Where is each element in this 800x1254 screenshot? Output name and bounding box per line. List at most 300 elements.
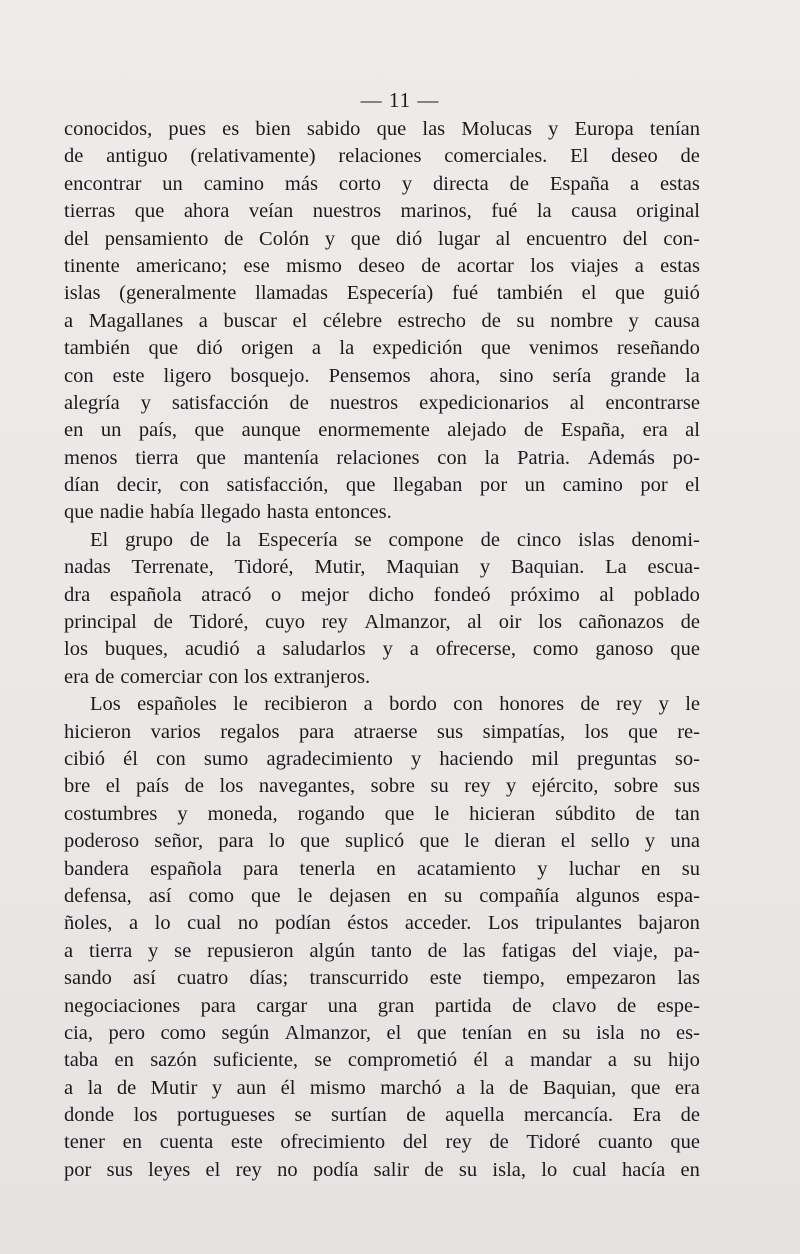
word: como — [188, 884, 234, 907]
text-line — [64, 1102, 700, 1129]
word: de — [616, 994, 637, 1017]
word: señor, — [154, 830, 204, 853]
word: recibieron — [264, 693, 348, 716]
word: bien — [255, 118, 291, 140]
word: se — [174, 939, 192, 962]
word: de — [680, 611, 700, 634]
word: Tidoré, — [234, 556, 294, 579]
word: se — [314, 1049, 332, 1072]
word: no — [237, 912, 259, 935]
word: costumbres — [64, 802, 158, 825]
word: su — [430, 775, 449, 798]
word: encontrarse — [605, 391, 700, 414]
word: ñoles, — [64, 912, 113, 935]
word: reseñando — [616, 337, 700, 360]
word: grande — [610, 364, 667, 387]
word: tenían — [461, 1021, 513, 1044]
word: a — [64, 939, 74, 962]
word: del — [64, 227, 90, 250]
text-line — [64, 1157, 700, 1184]
word: de — [489, 1131, 509, 1154]
word: a — [607, 1049, 618, 1072]
word: así — [148, 884, 172, 907]
word: alejado — [447, 419, 507, 442]
word: Almanzor, — [284, 1021, 372, 1044]
word: poderoso — [64, 830, 140, 853]
text-line — [64, 883, 700, 910]
word: sus — [436, 720, 464, 743]
word: Almanzor, — [364, 611, 451, 634]
word: un — [162, 172, 183, 195]
word: La — [605, 556, 627, 579]
word: que — [64, 501, 94, 524]
word: que — [670, 638, 700, 661]
word: aquella — [445, 1104, 505, 1127]
word: de — [680, 1104, 700, 1127]
body-text — [64, 116, 700, 1184]
word: con — [156, 747, 186, 770]
word: causa — [571, 200, 617, 223]
word: españoles — [137, 693, 217, 716]
word: ofrecimiento — [280, 1131, 386, 1154]
word: de — [289, 391, 309, 414]
text-line — [64, 390, 700, 417]
text-line — [64, 417, 700, 444]
word: americano; — [136, 254, 228, 277]
word: corto — [338, 172, 381, 195]
word: expedicionarios — [419, 391, 549, 414]
word: dió — [396, 227, 423, 250]
word: que — [670, 1131, 700, 1154]
text-line — [64, 226, 700, 253]
text-line — [64, 636, 700, 663]
word: escua- — [647, 556, 700, 579]
word: cuanto — [598, 1131, 653, 1154]
word: que — [419, 830, 450, 853]
word: cuatro — [177, 967, 229, 990]
word: ahora — [183, 200, 230, 223]
word: saludarlos — [282, 638, 366, 661]
word: transcurrido — [309, 967, 409, 990]
text-line — [64, 171, 700, 198]
word: le — [297, 884, 313, 907]
word: moneda, — [207, 802, 278, 825]
word: repusieron — [207, 939, 294, 962]
word: país — [136, 775, 170, 798]
word: la — [339, 337, 355, 360]
word: espe- — [656, 994, 700, 1017]
word: era — [674, 1076, 700, 1099]
word: mercancía. — [523, 1104, 614, 1127]
word: bajaron — [638, 912, 700, 935]
word: veían — [248, 200, 294, 223]
word: mil — [531, 747, 559, 770]
word: el — [386, 1021, 402, 1044]
word: es — [222, 118, 240, 140]
word: dió — [196, 337, 223, 360]
word: pero — [108, 1021, 145, 1044]
word: él — [123, 747, 138, 770]
word: este — [112, 364, 145, 387]
word: tinente — [64, 254, 120, 277]
word: isla — [596, 1021, 625, 1044]
word: se — [294, 1104, 312, 1127]
word: comerciales. — [444, 145, 548, 168]
word: ligero — [163, 364, 212, 387]
word: había — [150, 501, 195, 524]
word: nuestros — [312, 200, 382, 223]
word: días; — [249, 967, 289, 990]
word: varios — [150, 720, 201, 743]
word: con — [437, 446, 467, 469]
word: que — [350, 227, 381, 250]
word: la — [87, 1076, 103, 1099]
word: de — [424, 1158, 444, 1181]
word: oir — [498, 611, 522, 634]
word: leyes — [148, 1158, 191, 1181]
word: España, — [560, 419, 626, 442]
word: no — [277, 1158, 298, 1181]
word: pensamiento — [104, 227, 209, 250]
word: a — [504, 1049, 514, 1072]
word: cual — [572, 1158, 607, 1181]
word: llamadas — [255, 282, 328, 305]
word: los — [219, 775, 244, 798]
text-line — [64, 828, 700, 855]
word: isla, — [492, 1158, 526, 1181]
word: venimos — [528, 337, 599, 360]
word: de — [406, 1104, 426, 1127]
word: de — [509, 1076, 529, 1099]
word: gran — [377, 994, 415, 1017]
word: los — [133, 1104, 158, 1127]
word: donde — [64, 1104, 115, 1127]
word: también — [64, 337, 131, 360]
word: salir — [373, 1158, 409, 1181]
word: española — [109, 583, 182, 606]
word: surtían — [331, 1104, 387, 1127]
word: su — [681, 857, 700, 880]
word: atraerse — [353, 720, 418, 743]
word: Terrenate, — [131, 556, 214, 579]
word: cañonazos — [578, 611, 664, 634]
word: y — [644, 830, 656, 853]
word: de — [116, 1076, 137, 1099]
word: Maquian — [386, 556, 460, 579]
word: Los — [488, 912, 519, 935]
word: España — [549, 172, 610, 195]
word: de — [580, 693, 600, 716]
word: sobre — [370, 775, 416, 798]
word: (relativamente) — [190, 145, 316, 168]
word: islas — [578, 528, 615, 551]
word: tierra — [135, 446, 179, 469]
word: acatamiento — [417, 857, 517, 880]
word: dicho — [368, 583, 414, 606]
word: origen — [241, 337, 294, 360]
word: del — [402, 1131, 428, 1154]
word: en — [527, 1021, 547, 1044]
text-line — [64, 335, 700, 362]
word: un — [524, 474, 546, 497]
word: este — [429, 967, 462, 990]
word: sando — [64, 967, 112, 990]
word: espa- — [656, 884, 700, 907]
text-line — [64, 938, 700, 965]
word: a — [456, 1076, 466, 1099]
word: según — [221, 1021, 270, 1044]
word: que — [628, 720, 658, 743]
word: para — [298, 720, 335, 743]
word: cuenta — [159, 1131, 214, 1154]
word: del — [622, 227, 648, 250]
word: lugar — [437, 227, 481, 250]
word: nadie — [99, 501, 145, 524]
word: poblado — [633, 583, 700, 606]
word: El — [90, 528, 109, 551]
word: negociaciones — [64, 994, 181, 1017]
word: para — [200, 994, 236, 1017]
word: en — [64, 419, 84, 442]
word: algún — [309, 939, 355, 962]
word: él — [280, 1076, 296, 1099]
word: enormemente — [318, 419, 430, 442]
word: mismo — [286, 254, 342, 277]
word: país, — [138, 419, 177, 442]
word: este — [230, 1131, 263, 1154]
word: taba — [64, 1049, 99, 1072]
word: Era — [632, 1104, 662, 1127]
word: al — [685, 419, 700, 442]
word: con- — [663, 227, 700, 250]
word: honores — [499, 693, 565, 716]
word: mejor — [300, 583, 349, 606]
word: a — [363, 693, 373, 716]
word: Magallanes — [88, 309, 184, 332]
word: pues — [168, 118, 206, 140]
word: alegría — [64, 391, 120, 414]
word: cibió — [64, 747, 105, 770]
word: llegaban — [392, 474, 463, 497]
word: bosquejo. — [230, 364, 310, 387]
word: el — [205, 1158, 221, 1181]
text-line — [64, 856, 700, 883]
word: la — [685, 364, 700, 387]
word: Baquian. — [510, 556, 585, 579]
word: en — [122, 1131, 143, 1154]
word: y — [177, 802, 188, 825]
word: defensa, — [64, 884, 132, 907]
word: Europa — [574, 118, 634, 140]
text-line — [64, 773, 700, 800]
word: tierras — [64, 200, 116, 223]
word: se — [354, 528, 372, 551]
word: de — [184, 775, 204, 798]
word: que — [630, 1076, 661, 1099]
word: tan — [674, 802, 700, 825]
word: le — [685, 693, 700, 716]
word: que — [384, 802, 415, 825]
word: podía — [312, 1158, 359, 1181]
word: a — [409, 638, 419, 661]
word: que — [345, 474, 376, 497]
word: partida — [434, 994, 492, 1017]
text-line — [64, 280, 700, 307]
word: tenían — [649, 118, 700, 140]
word: cuyo — [265, 611, 305, 634]
word: también — [496, 282, 563, 305]
word: cual — [187, 912, 222, 935]
text-line — [64, 910, 700, 937]
word: era — [642, 419, 668, 442]
word: satisfacción, — [226, 474, 329, 497]
word: ganoso — [595, 638, 654, 661]
word: con — [453, 693, 483, 716]
word: rey — [445, 1131, 472, 1154]
text-line — [64, 527, 700, 554]
word: principal — [64, 611, 137, 634]
word: que — [376, 118, 407, 140]
word: Especería — [257, 528, 338, 551]
word: simpatías, — [482, 720, 566, 743]
word: y — [211, 1076, 223, 1099]
word: era — [64, 665, 90, 688]
text-line — [64, 746, 700, 773]
word: que — [148, 337, 179, 360]
word: portugueses — [177, 1104, 275, 1127]
word: mandar — [530, 1049, 592, 1072]
text-line — [64, 609, 700, 636]
word: sello — [590, 830, 630, 853]
word: empezaron — [566, 967, 656, 990]
word: nuestros — [329, 391, 399, 414]
word: grupo — [125, 528, 173, 551]
word: navegantes, — [258, 775, 356, 798]
word: suficiente, — [213, 1049, 299, 1072]
word: y — [548, 118, 559, 140]
word: de — [64, 145, 84, 168]
word: por — [479, 474, 508, 497]
word: suplicó — [344, 830, 405, 853]
word: los — [538, 611, 563, 634]
word: acudió — [184, 638, 240, 661]
word: así — [133, 967, 156, 990]
word: tierra — [88, 939, 133, 962]
word: su — [458, 1158, 478, 1181]
word: rogando — [297, 802, 365, 825]
word: que — [250, 884, 281, 907]
word: y — [140, 391, 151, 414]
word: luchar — [568, 857, 620, 880]
word: decir, — [116, 474, 163, 497]
text-line — [64, 445, 700, 472]
word: extranjeros. — [273, 665, 371, 688]
word: Baquian, — [542, 1076, 617, 1099]
word: dían — [64, 474, 100, 497]
word: estrecho — [397, 309, 466, 332]
word: bre — [64, 775, 91, 798]
word: sazón — [150, 1049, 197, 1072]
text-line — [64, 1075, 700, 1102]
word: a — [128, 912, 139, 935]
word: su — [516, 309, 535, 332]
word: podían — [274, 912, 331, 935]
word: fué — [451, 282, 479, 305]
word: que — [416, 1021, 447, 1044]
word: éstos — [347, 912, 389, 935]
word: más — [284, 172, 318, 195]
word: re- — [677, 720, 700, 743]
word: estas — [660, 254, 700, 277]
word: un — [100, 419, 122, 442]
word: relaciones — [338, 145, 422, 168]
word: de — [509, 172, 530, 195]
word: Patria. — [517, 446, 571, 469]
word: antiguo — [106, 145, 168, 168]
word: Además — [587, 446, 655, 469]
word: compañía — [479, 884, 559, 907]
text-line — [64, 801, 700, 828]
text-line — [64, 143, 700, 170]
word: o — [271, 583, 282, 606]
word: en — [114, 1049, 134, 1072]
word: y — [658, 693, 669, 716]
word: el — [560, 830, 576, 853]
word: en — [641, 857, 661, 880]
word: Mutir, — [314, 556, 366, 579]
word: de — [512, 994, 532, 1017]
word: a — [311, 337, 321, 360]
word: Colón — [259, 227, 310, 250]
text-line — [64, 253, 700, 280]
word: dra — [64, 583, 91, 606]
word: acceder. — [404, 912, 472, 935]
word: deseo — [611, 145, 658, 168]
word: la — [479, 1076, 495, 1099]
word: nombre — [550, 309, 613, 332]
word: marchó — [380, 1076, 442, 1099]
word: pa- — [673, 939, 700, 962]
word: del — [572, 939, 598, 962]
word: atracó — [201, 583, 252, 606]
word: y — [628, 309, 639, 332]
word: que — [480, 337, 511, 360]
word: el — [292, 309, 308, 332]
word: algunos — [575, 884, 640, 907]
word: de — [523, 419, 544, 442]
word: el — [685, 474, 700, 497]
word: célebre — [322, 309, 383, 332]
word: a — [64, 1076, 74, 1099]
word: rey — [235, 1158, 262, 1181]
word: relaciones — [336, 446, 420, 469]
word: a — [64, 309, 74, 332]
word: al — [495, 227, 511, 250]
word: clavo — [551, 994, 597, 1017]
text-line — [64, 198, 700, 225]
word: satisfacción — [171, 391, 269, 414]
word: aun — [236, 1076, 267, 1099]
text-line — [64, 719, 700, 746]
word: una — [327, 994, 358, 1017]
word: al — [599, 583, 615, 606]
word: regalos — [220, 720, 280, 743]
word: de — [635, 802, 655, 825]
word: entonces. — [314, 501, 392, 524]
word: que — [196, 446, 226, 469]
word: le — [434, 802, 450, 825]
word: la — [226, 528, 241, 551]
